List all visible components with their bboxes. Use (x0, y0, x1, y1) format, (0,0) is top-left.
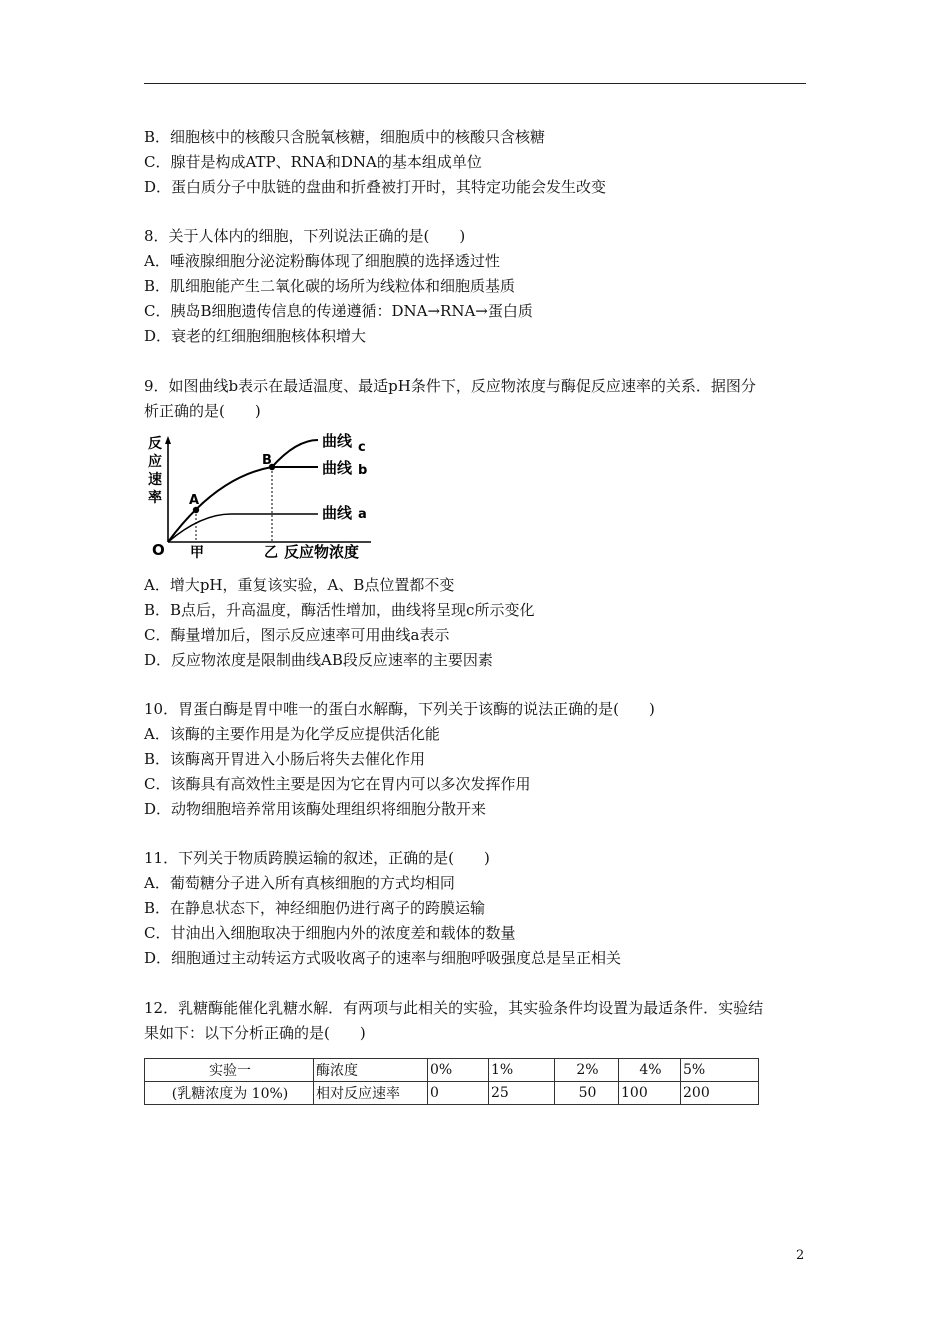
x-mark-yi: 乙 (264, 545, 278, 561)
q8-option-a: A．唾液腺细胞分泌淀粉酶体现了细胞膜的选择透过性 (144, 252, 500, 270)
curve-a (168, 514, 318, 542)
q9-option-b: B．B点后，升高温度，酶活性增加，曲线将呈现c所示变化 (144, 601, 535, 619)
q7-option-d: D．蛋白质分子中肽链的盘曲和折叠被打开时，其特定功能会发生改变 (144, 178, 607, 196)
table-cell: 酶浓度 (314, 1059, 428, 1082)
q7-option-c: C．腺苷是构成ATP、RNA和DNA的基本组成单位 (144, 153, 482, 171)
y-axis-arrow (165, 436, 171, 444)
table-cell: 25 (489, 1082, 555, 1105)
q8-stem: 8．关于人体内的细胞，下列说法正确的是( ) (144, 227, 466, 245)
curve-b-label: 曲线 (322, 459, 353, 477)
curve-c-letter: c (358, 440, 366, 455)
q9-stem-line1: 9．如图曲线b表示在最适温度、最适pH条件下，反应物浓度与酶促反应速率的关系．据图分 (144, 377, 756, 395)
point-b-label: B (262, 453, 272, 468)
table-cell: (乳糖浓度为 10%) (145, 1082, 314, 1105)
q9-option-a: A．增大pH，重复该实验，A、B点位置都不变 (144, 576, 455, 594)
q10-option-c: C．该酶具有高效性主要是因为它在胃内可以多次发挥作用 (144, 775, 531, 793)
q9-stem-line2: 析正确的是( ) (144, 402, 261, 420)
origin-label: O (152, 541, 165, 559)
q7-option-b: B．细胞核中的核酸只含脱氧核糖，细胞质中的核酸只含核糖 (144, 128, 546, 146)
q10-option-d: D．动物细胞培养常用该酶处理组织将细胞分散开来 (144, 800, 487, 818)
header-rule (144, 83, 806, 84)
q8-option-d: D．衰老的红细胞细胞核体积增大 (144, 327, 367, 345)
x-axis-label: 反应物浓度 (284, 543, 360, 561)
table-cell: 相对反应速率 (314, 1082, 428, 1105)
point-a-label: A (189, 493, 200, 508)
table-cell: 0 (428, 1082, 489, 1105)
table-cell: 5% (681, 1059, 759, 1082)
table-cell: 50 (555, 1082, 619, 1105)
table-cell: 200 (681, 1082, 759, 1105)
page-number: 2 (796, 1248, 805, 1263)
curve-a-label: 曲线 (322, 504, 353, 522)
x-mark-jia: 甲 (190, 545, 204, 561)
table-cell: 1% (489, 1059, 555, 1082)
q8-option-b: B．肌细胞能产生二氧化碳的场所为线粒体和细胞质基质 (144, 277, 516, 295)
curve-b-letter: b (358, 463, 368, 478)
q9-option-d: D．反应物浓度是限制曲线AB段反应速率的主要因素 (144, 651, 493, 669)
y-label-char-2: 应 (148, 454, 162, 470)
table-cell: 2% (555, 1059, 619, 1082)
q10-option-a: A．该酶的主要作用是为化学反应提供活化能 (144, 725, 440, 743)
q10-stem: 10．胃蛋白酶是胃中唯一的蛋白水解酶，下列关于该酶的说法正确的是( ) (144, 700, 655, 718)
curve-c-label: 曲线 (322, 432, 353, 450)
q8-option-c: C．胰岛B细胞遗传信息的传递遵循：DNA→RNA→蛋白质 (144, 302, 533, 320)
table-cell: 100 (619, 1082, 681, 1105)
q12-stem-line2: 果如下：以下分析正确的是( ) (144, 1024, 366, 1042)
table-row (145, 1059, 759, 1082)
q11-option-a: A．葡萄糖分子进入所有真核细胞的方式均相同 (144, 874, 455, 892)
q11-option-b: B．在静息状态下，神经细胞仍进行离子的跨膜运输 (144, 899, 486, 917)
q11-option-d: D．细胞通过主动转运方式吸收离子的速率与细胞呼吸强度总是呈正相关 (144, 949, 622, 967)
table-cell: 实验一 (145, 1059, 314, 1082)
q10-option-b: B．该酶离开胃进入小肠后将失去催化作用 (144, 750, 426, 768)
table-row (145, 1082, 759, 1105)
table-cell: 0% (428, 1059, 489, 1082)
table-cell: 4% (619, 1059, 681, 1082)
y-label-char-4: 率 (148, 490, 162, 506)
q11-option-c: C．甘油出入细胞取决于细胞内外的浓度差和载体的数量 (144, 924, 516, 942)
y-label-char-1: 反 (148, 436, 162, 452)
enzyme-rate-figure (146, 432, 386, 562)
q11-stem: 11．下列关于物质跨膜运输的叙述，正确的是( ) (144, 849, 490, 867)
y-label-char-3: 速 (148, 472, 162, 488)
q12-stem-line1: 12．乳糖酶能催化乳糖水解．有两项与此相关的实验，其实验条件均设置为最适条件．实验结 (144, 999, 764, 1017)
q9-option-c: C．酶量增加后，图示反应速率可用曲线a表示 (144, 626, 450, 644)
experiment-table (144, 1058, 759, 1105)
curve-a-letter: a (358, 507, 367, 522)
